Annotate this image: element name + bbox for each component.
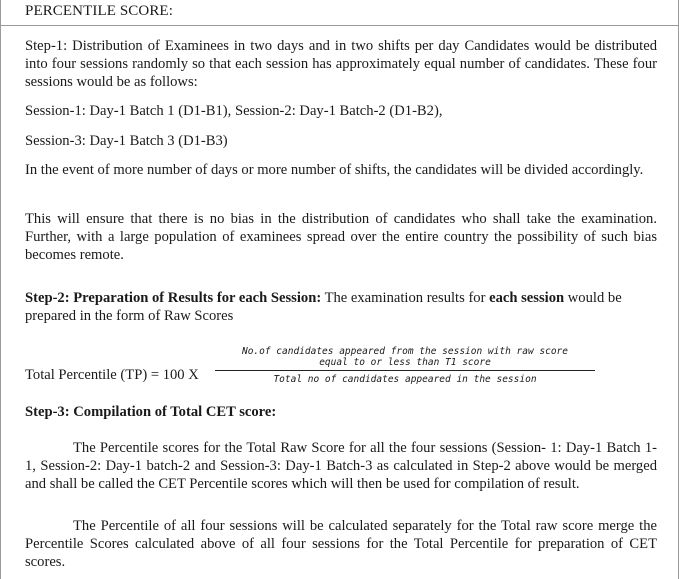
sessions-line-1: Session-1: Day-1 Batch 1 (D1-B1), Session-2: Day-1 Batch-2 (D1-B2), [25, 103, 443, 119]
step1-paragraph: Step-1: Distribution of Examinees in two days and in two shifts per day Candidates would be distributed into four sessions randomly so that each session has approximately equal number of candidates. These four sessions would be as follows: [25, 38, 657, 90]
fraction-bar [215, 370, 595, 371]
page-heading: PERCENTILE SCORE: [25, 3, 173, 19]
formula-label: Total Percentile (TP) = 100 X [25, 367, 199, 383]
sessions-line-2: Session-3: Day-1 Batch 3 (D1-B3) [25, 133, 228, 149]
step2-text-c: would be prepared in the form of Raw Scores [25, 290, 622, 324]
header-bar [1, 0, 678, 26]
step3-paragraph-1: The Percentile scores for the Total Raw Score for all the four sessions (Session- 1: Day-1 Batch 1-1, Session-2: Day-1 batch-2 and Session-3: Day-1 Batch-3 as calculated in Step-2 above would be merged and shall be called the CET Percentile scores which will then be used for compilation of result. [25, 440, 657, 492]
percentile-fraction [215, 346, 595, 385]
step3-heading: Step-3: Compilation of Total CET score: [25, 404, 277, 420]
step2-label: Step-2: Preparation of Results for each Session: [25, 290, 322, 306]
divided-paragraph: In the event of more number of days or more number of shifts, the candidates will be divided accordingly. [25, 162, 644, 178]
bias-paragraph: This will ensure that there is no bias in the distribution of candidates who shall take the examination. Further, with a large population of examinees spread over the entire country the possibility of such bias becomes remote. [25, 211, 657, 263]
step2-paragraph [25, 289, 657, 325]
step3-paragraph-2: The Percentile of all four sessions will be calculated separately for the Total raw score merge the Percentile Scores calculated above of all four sessions for the Total Percentile for preparation of CET scores. [25, 518, 657, 570]
fraction-numerator-line1: No.of candidates appeared from the session with raw score [241, 346, 568, 357]
step2-text-a: The examination results for [321, 290, 490, 306]
step2-bold-each-session: each session [489, 290, 565, 306]
fraction-numerator-line2: equal to or less than T1 score [319, 357, 491, 368]
fraction-denominator: Total no of candidates appeared in the session [273, 374, 537, 385]
